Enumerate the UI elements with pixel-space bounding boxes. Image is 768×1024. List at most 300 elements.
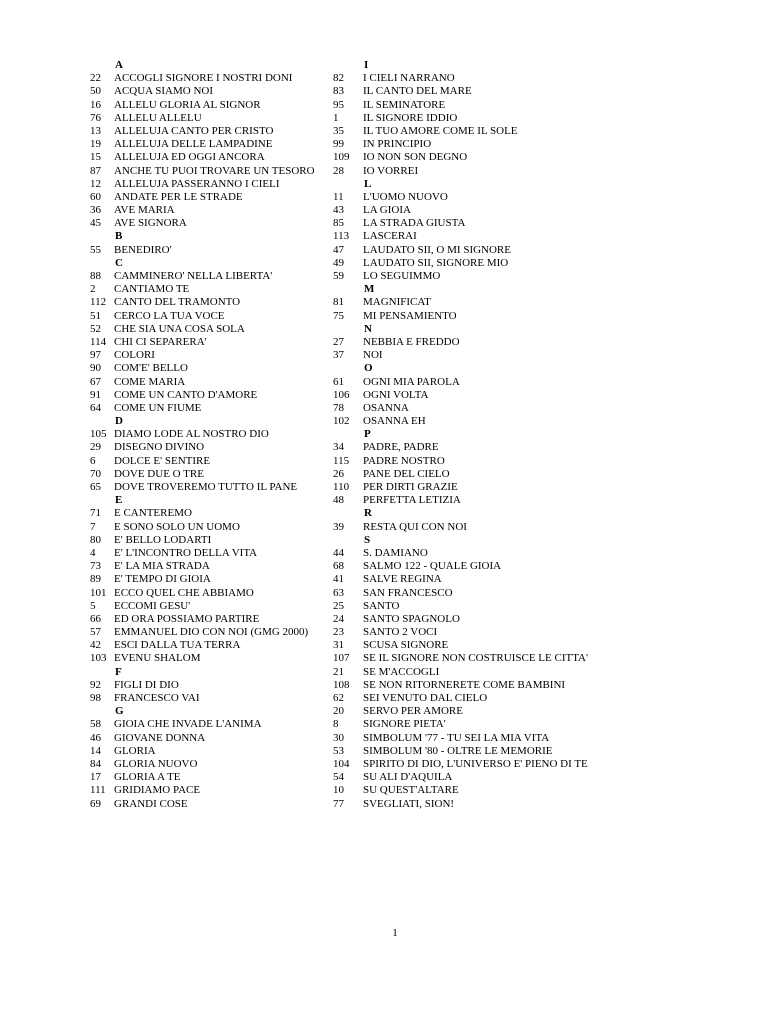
song-entry (90, 99, 330, 112)
song-entry (90, 112, 330, 125)
section-letter-row (90, 705, 330, 718)
song-entry (90, 573, 330, 586)
song-number: 95 (333, 98, 344, 111)
song-number: 44 (333, 546, 344, 559)
song-title: DOVE TROVEREMO TUTTO IL PANE (114, 481, 298, 493)
section-letter-row (90, 59, 330, 72)
song-title: LA STRADA GIUSTA (363, 217, 466, 230)
song-number: 21 (333, 665, 344, 678)
song-number: 61 (333, 375, 344, 388)
song-number: 41 (333, 573, 344, 586)
song-title: SERVO PER AMORE (363, 705, 463, 718)
section-letter: C (115, 256, 123, 269)
song-title: GLORIA NUOVO (114, 757, 198, 770)
song-number: 106 (333, 388, 350, 401)
song-title: COME UN CANTO D'AMORE (114, 388, 258, 401)
song-number: 111 (90, 784, 106, 797)
song-title: COM'E' BELLO (114, 362, 188, 375)
song-title: ALLELU ALLELU (114, 111, 202, 124)
song-entry (333, 191, 623, 204)
song-title: SE NON RITORNERETE COME BAMBINI (363, 678, 566, 691)
song-title: ECCO QUEL CHE ABBIAMO (114, 586, 254, 599)
song-title: LA GIOIA (363, 204, 411, 217)
song-number: 47 (333, 243, 344, 256)
song-entry (90, 204, 330, 217)
song-title: E CANTEREMO (114, 507, 192, 520)
song-title: CAMMINERO' NELLA LIBERTA' (114, 270, 273, 282)
song-number: 34 (333, 441, 344, 454)
song-title: SE IL SIGNORE NON COSTRUISCE LE CITTA' (363, 652, 588, 665)
song-title: DOVE DUE O TRE (114, 467, 204, 480)
song-entry (333, 732, 623, 745)
song-entry (90, 534, 330, 547)
song-entry (90, 507, 330, 520)
song-number: 39 (333, 520, 344, 533)
song-number: 99 (333, 138, 344, 151)
song-title: IL TUO AMORE COME IL SOLE (363, 124, 518, 137)
section-letter: L (364, 177, 372, 190)
song-title: FRANCESCO VAI (114, 692, 200, 704)
song-title: CANTIAMO TE (114, 283, 190, 296)
song-title: GIOVANE DONNA (114, 731, 206, 744)
section-letter: D (115, 415, 123, 428)
song-number: 114 (90, 335, 107, 348)
song-title: SE M'ACCOGLI (363, 665, 440, 678)
song-number: 105 (90, 428, 107, 441)
song-number: 55 (90, 243, 101, 256)
song-number: 113 (333, 230, 350, 243)
song-entry (90, 191, 330, 204)
song-number: 30 (333, 731, 344, 744)
song-entry (333, 600, 623, 613)
song-title: SANTO SPAGNOLO (363, 612, 460, 625)
song-entry (90, 481, 330, 494)
song-number: 69 (90, 797, 101, 810)
song-entry (90, 718, 330, 731)
song-number: 11 (333, 190, 344, 203)
song-entry (333, 310, 623, 323)
song-title: SU ALI D'AQUILA (363, 771, 453, 784)
song-title: OGNI MIA PAROLA (363, 375, 460, 388)
song-number: 51 (90, 309, 101, 322)
song-entry (333, 441, 623, 454)
song-number: 59 (333, 270, 344, 282)
song-title: SIMBOLUM '77 - TU SEI LA MIA VITA (363, 731, 550, 744)
song-title: SANTO (363, 599, 400, 612)
song-entry (90, 402, 330, 415)
song-title: E' TEMPO DI GIOIA (114, 573, 211, 586)
song-entry (333, 613, 623, 626)
song-number: 57 (90, 626, 101, 639)
song-title: GLORIA A TE (114, 771, 181, 784)
song-title: ALLELUJA ED OGGI ANCORA (114, 151, 265, 164)
song-entry (333, 138, 623, 151)
song-number: 78 (333, 401, 344, 414)
song-number: 102 (333, 415, 350, 428)
song-title: COME MARIA (114, 375, 186, 388)
song-entry (90, 613, 330, 626)
song-entry (333, 165, 623, 178)
song-entry (90, 362, 330, 375)
song-entry (333, 349, 623, 362)
song-entry (333, 389, 623, 402)
song-number: 45 (90, 217, 101, 230)
section-letter-row (90, 666, 330, 679)
song-number: 76 (90, 111, 101, 124)
song-number: 54 (333, 771, 344, 784)
song-entry (333, 798, 623, 811)
song-number: 2 (90, 283, 96, 296)
section-letter: B (115, 230, 123, 243)
song-entry (90, 125, 330, 138)
song-title: MI PENSAMIENTO (363, 309, 457, 322)
song-title: OGNI VOLTA (363, 388, 429, 401)
song-title: COLORI (114, 349, 155, 362)
song-number: 92 (90, 678, 101, 691)
song-number: 101 (90, 586, 107, 599)
song-entry (90, 692, 330, 705)
song-entry (90, 587, 330, 600)
song-title: BENEDIRO' (114, 243, 172, 256)
song-title: RESTA QUI CON NOI (363, 520, 467, 533)
song-number: 53 (333, 744, 344, 757)
song-number: 68 (333, 560, 344, 573)
song-entry (90, 784, 330, 797)
song-number: 24 (333, 612, 344, 625)
song-title: ECCOMI GESU' (114, 599, 191, 612)
song-title: PER DIRTI GRAZIE (363, 481, 458, 493)
song-title: EVENU SHALOM (114, 652, 201, 665)
song-number: 91 (90, 388, 101, 401)
song-title: LAUDATO SII, O MI SIGNORE (363, 243, 511, 256)
song-title: SIGNORE PIETA' (363, 718, 446, 731)
song-entry (333, 547, 623, 560)
song-entry (90, 455, 330, 468)
song-entry (333, 626, 623, 639)
song-number: 89 (90, 573, 101, 586)
song-entry (333, 758, 623, 771)
song-entry (90, 732, 330, 745)
section-letter-row (333, 362, 623, 375)
song-entry (333, 494, 623, 507)
section-letter-row (333, 323, 623, 336)
song-number: 7 (90, 520, 96, 533)
section-letter-row (333, 178, 623, 191)
song-number: 62 (333, 692, 344, 704)
song-entry (90, 138, 330, 151)
song-title: LAUDATO SII, SIGNORE MIO (363, 256, 509, 269)
song-number: 26 (333, 467, 344, 480)
song-entry (333, 587, 623, 600)
song-entry (333, 652, 623, 665)
page-number: 1 (392, 927, 398, 939)
song-number: 31 (333, 639, 344, 652)
song-entry (333, 402, 623, 415)
song-number: 25 (333, 599, 344, 612)
song-entry (333, 692, 623, 705)
song-title: PADRE NOSTRO (363, 454, 445, 467)
section-letter-row (333, 428, 623, 441)
song-entry (333, 270, 623, 283)
song-entry (333, 784, 623, 797)
song-entry (333, 705, 623, 718)
song-number: 29 (90, 441, 101, 454)
song-number: 84 (90, 757, 101, 770)
song-title: CERCO LA TUA VOCE (114, 309, 225, 322)
song-number: 28 (333, 164, 344, 177)
song-title: IL SIGNORE IDDIO (363, 111, 458, 124)
song-entry (333, 336, 623, 349)
song-title: CANTO DEL TRAMONTO (114, 296, 241, 309)
song-entry (90, 178, 330, 191)
song-title: PANE DEL CIELO (363, 467, 450, 480)
song-number: 22 (90, 72, 101, 85)
song-title: ANDATE PER LE STRADE (114, 190, 243, 203)
song-number: 13 (90, 124, 101, 137)
section-letter-row (333, 59, 623, 72)
section-letter: O (364, 362, 373, 375)
song-number: 112 (90, 296, 107, 309)
song-number: 82 (333, 72, 344, 85)
song-title: E' L'INCONTRO DELLA VITA (114, 546, 258, 559)
song-title: GRIDIAMO PACE (114, 784, 201, 797)
section-letter-row (90, 257, 330, 270)
song-title: ESCI DALLA TUA TERRA (114, 639, 241, 652)
song-entry (333, 376, 623, 389)
song-title: SCUSA SIGNORE (363, 639, 449, 652)
song-entry (90, 639, 330, 652)
song-title: SU QUEST'ALTARE (363, 784, 459, 797)
song-entry (90, 376, 330, 389)
song-title: DIAMO LODE AL NOSTRO DIO (114, 428, 269, 441)
song-number: 83 (333, 85, 344, 98)
song-title: ED ORA POSSIAMO PARTIRE (114, 612, 260, 625)
song-number: 23 (333, 626, 344, 639)
song-entry (333, 573, 623, 586)
song-number: 42 (90, 639, 101, 652)
song-number: 20 (333, 705, 344, 718)
song-number: 17 (90, 771, 101, 784)
song-entry (333, 521, 623, 534)
song-title: E' BELLO LODARTI (114, 533, 212, 546)
song-number: 67 (90, 375, 101, 388)
index-column-right (333, 59, 623, 811)
song-entry (90, 283, 330, 296)
song-number: 35 (333, 124, 344, 137)
song-number: 14 (90, 744, 101, 757)
song-entry (333, 85, 623, 98)
song-entry (90, 270, 330, 283)
song-number: 85 (333, 217, 344, 230)
song-entry (90, 296, 330, 309)
song-number: 88 (90, 270, 101, 282)
song-title: LASCERAI (363, 230, 417, 243)
song-number: 58 (90, 718, 101, 731)
song-number: 108 (333, 678, 350, 691)
song-entry (333, 257, 623, 270)
song-title: IO VORREI (363, 164, 419, 177)
song-title: SVEGLIATI, SION! (363, 797, 455, 810)
section-letter: S (364, 533, 371, 546)
song-number: 48 (333, 494, 344, 507)
song-entry (90, 151, 330, 164)
song-entry (333, 112, 623, 125)
section-letter: A (115, 59, 123, 71)
section-letter-row (333, 507, 623, 520)
song-number: 87 (90, 164, 101, 177)
song-number: 16 (90, 98, 101, 111)
song-title: IO NON SON DEGNO (363, 151, 468, 164)
song-number: 52 (90, 322, 101, 335)
song-entry (333, 296, 623, 309)
song-title: IL SEMINATORE (363, 98, 446, 111)
song-entry (90, 652, 330, 665)
song-title: ALLELU GLORIA AL SIGNOR (114, 98, 261, 111)
song-number: 43 (333, 204, 344, 217)
song-entry (333, 151, 623, 164)
song-title: SIMBOLUM '80 - OLTRE LE MEMORIE (363, 744, 553, 757)
song-title: SEI VENUTO DAL CIELO (363, 692, 488, 704)
song-number: 75 (333, 309, 344, 322)
song-title: PADRE, PADRE (363, 441, 439, 454)
song-entry (90, 626, 330, 639)
song-number: 81 (333, 296, 344, 309)
song-entry (90, 441, 330, 454)
song-entry (333, 679, 623, 692)
song-number: 50 (90, 85, 101, 98)
song-title: DISEGNO DIVINO (114, 441, 205, 454)
section-letter-row (333, 283, 623, 296)
song-title: E SONO SOLO UN UOMO (114, 520, 240, 533)
song-number: 5 (90, 599, 96, 612)
song-number: 80 (90, 533, 101, 546)
song-entry (90, 323, 330, 336)
song-title: CHI CI SEPARERA' (114, 335, 207, 348)
song-title: FIGLI DI DIO (114, 678, 179, 691)
song-title: E' LA MIA STRADA (114, 560, 210, 573)
song-number: 66 (90, 612, 101, 625)
song-title: MAGNIFICAT (363, 296, 431, 309)
song-number: 15 (90, 151, 101, 164)
song-entry (333, 99, 623, 112)
song-entry (90, 745, 330, 758)
song-entry (333, 230, 623, 243)
song-title: SALVE REGINA (363, 573, 442, 586)
song-entry (333, 468, 623, 481)
song-title: GRANDI COSE (114, 797, 188, 810)
song-title: AVE SIGNORA (114, 217, 187, 230)
song-number: 98 (90, 692, 101, 704)
song-number: 60 (90, 190, 101, 203)
song-number: 37 (333, 349, 344, 362)
song-entry (90, 600, 330, 613)
song-title: ANCHE TU PUOI TROVARE UN TESORO (114, 164, 315, 177)
song-entry (90, 336, 330, 349)
song-entry (90, 85, 330, 98)
song-entry (333, 455, 623, 468)
song-title: GIOIA CHE INVADE L'ANIMA (114, 718, 262, 731)
section-letter: P (364, 428, 371, 441)
section-letter-row (90, 415, 330, 428)
section-letter: M (364, 283, 375, 296)
song-entry (90, 244, 330, 257)
section-letter-row (90, 494, 330, 507)
song-entry (333, 72, 623, 85)
song-title: AVE MARIA (114, 204, 175, 217)
song-title: OSANNA EH (363, 415, 426, 428)
section-letter-row (333, 534, 623, 547)
song-title: IN PRINCIPIO (363, 138, 432, 151)
section-letter: E (115, 494, 123, 507)
song-number: 36 (90, 204, 101, 217)
section-letter: G (115, 705, 124, 718)
song-entry (333, 415, 623, 428)
song-entry (333, 639, 623, 652)
song-number: 46 (90, 731, 101, 744)
song-entry (333, 666, 623, 679)
song-number: 63 (333, 586, 344, 599)
song-number: 49 (333, 256, 344, 269)
song-number: 73 (90, 560, 101, 573)
section-letter: F (115, 665, 122, 678)
song-title: ALLELUJA DELLE LAMPADINE (114, 138, 273, 151)
song-number: 12 (90, 177, 101, 190)
song-entry (333, 125, 623, 138)
song-entry (333, 771, 623, 784)
song-number: 8 (333, 718, 339, 731)
song-title: IL CANTO DEL MARE (363, 85, 472, 98)
song-title: NOI (363, 349, 383, 362)
song-entry (90, 468, 330, 481)
song-entry (333, 217, 623, 230)
song-entry (333, 745, 623, 758)
song-number: 1 (333, 111, 339, 124)
song-title: ACCOGLI SIGNORE I NOSTRI DONI (114, 72, 293, 85)
song-entry (90, 521, 330, 534)
song-title: ALLELUJA CANTO PER CRISTO (114, 124, 274, 137)
song-number: 19 (90, 138, 101, 151)
song-number: 27 (333, 335, 344, 348)
song-title: SANTO 2 VOCI (363, 626, 438, 639)
song-title: SAN FRANCESCO (363, 586, 453, 599)
song-number: 77 (333, 797, 344, 810)
section-letter-row (90, 230, 330, 243)
song-number: 97 (90, 349, 101, 362)
song-number: 64 (90, 401, 101, 414)
song-number: 109 (333, 151, 350, 164)
song-title: L'UOMO NUOVO (363, 190, 448, 203)
song-entry (90, 310, 330, 323)
song-number: 115 (333, 454, 350, 467)
song-title: NEBBIA E FREDDO (363, 335, 460, 348)
song-title: SPIRITO DI DIO, L'UNIVERSO E' PIENO DI TE (363, 757, 588, 770)
song-number: 90 (90, 362, 101, 375)
song-entry (90, 428, 330, 441)
song-number: 6 (90, 454, 96, 467)
song-entry (90, 349, 330, 362)
song-title: S. DAMIANO (363, 546, 428, 559)
song-title: ACQUA SIAMO NOI (114, 85, 214, 98)
song-entry (90, 798, 330, 811)
song-entry (90, 679, 330, 692)
song-title: EMMANUEL DIO CON NOI (GMG 2000) (114, 626, 309, 639)
song-title: SALMO 122 - QUALE GIOIA (363, 560, 502, 573)
song-title: DOLCE E' SENTIRE (114, 454, 211, 467)
song-entry (333, 560, 623, 573)
song-title: LO SEGUIMMO (363, 270, 441, 282)
song-entry (90, 165, 330, 178)
song-entry (90, 771, 330, 784)
